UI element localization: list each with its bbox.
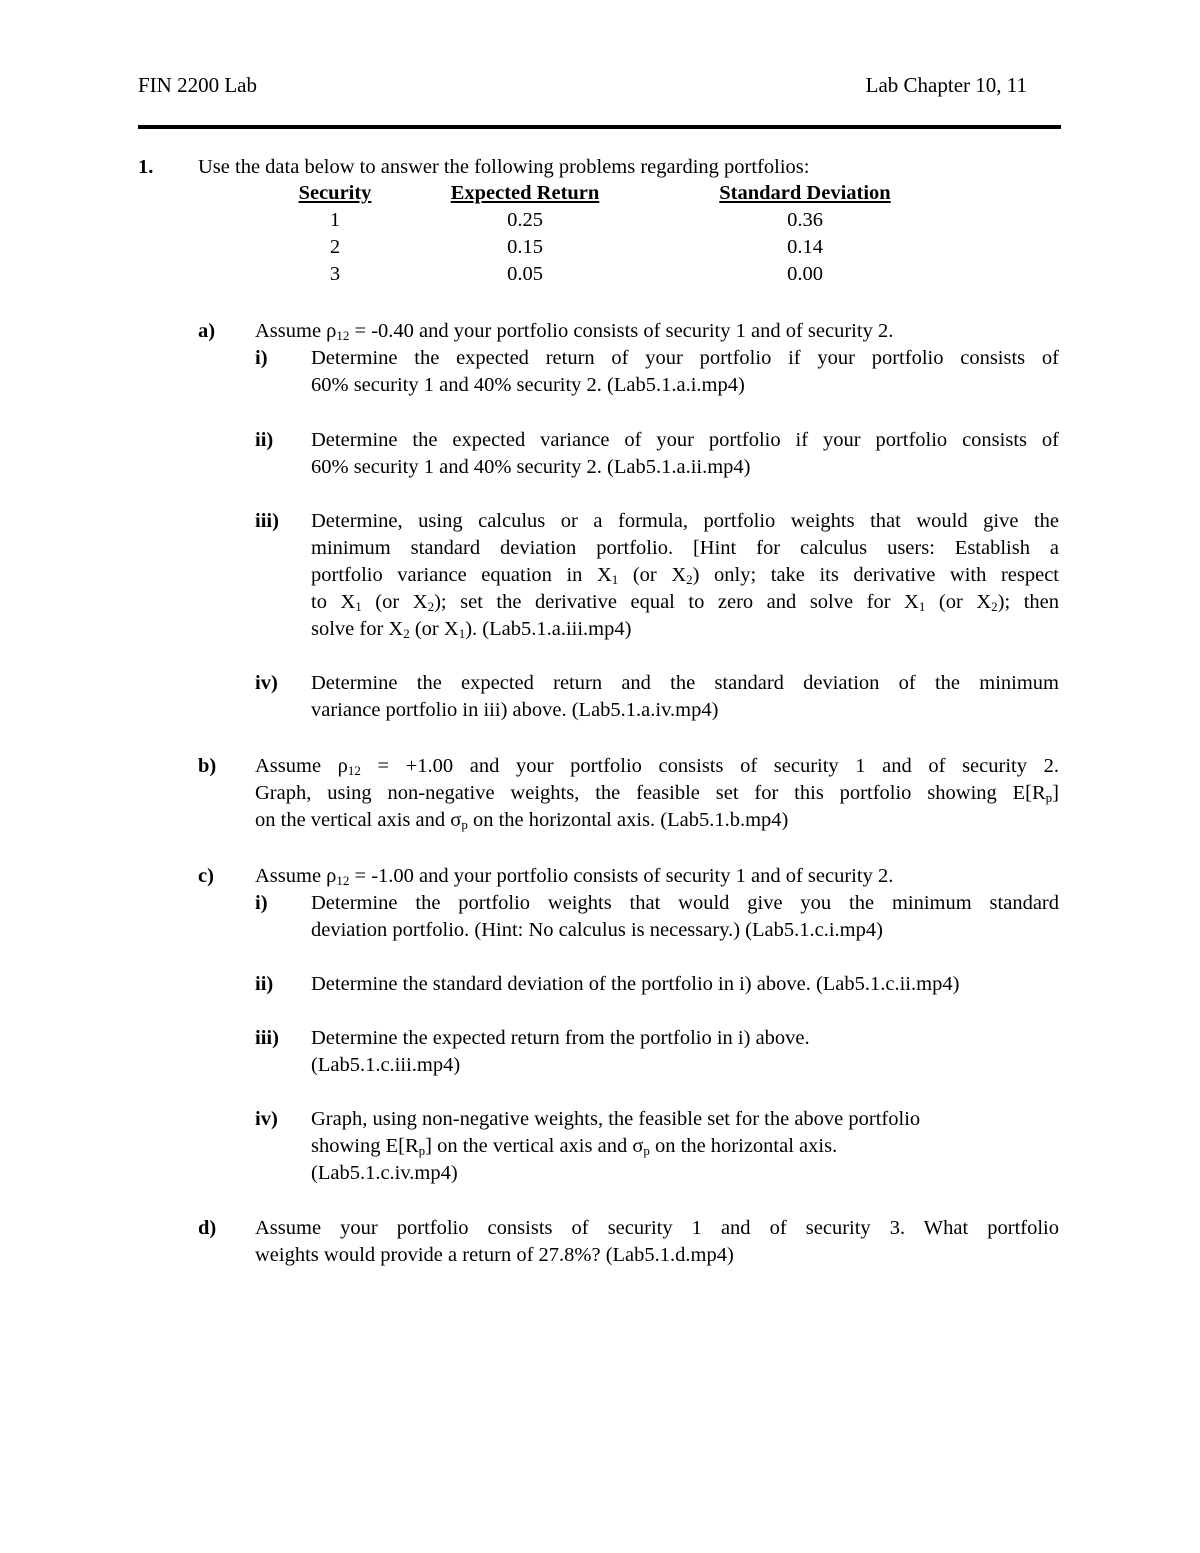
header-chapter: Lab Chapter 10, 11: [865, 73, 1027, 97]
part-c-iii-line2: (Lab5.1.c.iii.mp4): [311, 1054, 461, 1076]
part-a-i-label: i): [255, 347, 268, 369]
part-a-iv-line1: Determine the expected return and the standard deviation of the minimum: [311, 672, 1059, 694]
part-a-iv-line2: variance portfolio in iii) above. (Lab5.1.a.iv.mp4): [311, 699, 719, 721]
part-c-ii-label: ii): [255, 973, 274, 995]
part-a-label: a): [198, 320, 216, 342]
table-row: [265, 234, 965, 261]
table-cell: 0.25: [507, 209, 543, 231]
col-header-security: Security: [298, 182, 372, 204]
col-header-standard-deviation: Standard Deviation: [719, 182, 891, 204]
part-c-assumption: Assume $\rho_{12} = -1.00$ and your portfolio consists of security 1 and of security 2.: [255, 865, 894, 888]
part-c-iv-line3: (Lab5.1.c.iv.mp4): [311, 1162, 458, 1184]
problem-number: 1.: [138, 156, 154, 178]
part-d-line2: weights would provide a return of 27.8%? (Lab5.1.d.mp4): [255, 1244, 734, 1266]
header-rule: [138, 125, 1061, 129]
part-a-iii-line1: Determine, using calculus or a formula, portfolio weights that would give the: [311, 510, 1059, 532]
security-table: [265, 180, 965, 288]
part-a-i-line2: 60% security 1 and 40% security 2. (Lab5.1.a.i.mp4): [311, 374, 745, 396]
part-a-ii-line2: 60% security 1 and 40% security 2. (Lab5.1.a.ii.mp4): [311, 456, 751, 478]
part-d-label: d): [198, 1217, 217, 1239]
part-b-line1: Assume $\rho_{12} = +1.00$ and your portfolio consists of security 1 and of security 2.: [255, 755, 1059, 778]
part-a-i-line1: Determine the expected return of your portfolio if your portfolio consists of: [311, 347, 1059, 369]
part-d-line1: Assume your portfolio consists of security 1 and of security 3. What portfolio: [255, 1217, 1059, 1239]
part-c-ii-line1: Determine the standard deviation of the portfolio in i) above. (Lab5.1.c.ii.mp4): [311, 973, 960, 995]
part-c-i-line2: deviation portfolio. (Hint: No calculus is necessary.) (Lab5.1.c.i.mp4): [311, 919, 883, 941]
part-a-assumption: Assume $\rho_{12} = -0.40$ and your portfolio consists of security 1 and of security 2.: [255, 320, 894, 343]
part-c-iii-line1: Determine the expected return from the portfolio in i) above.: [311, 1027, 810, 1049]
part-c-iii-label: iii): [255, 1027, 279, 1049]
table-cell: 0.36: [787, 209, 823, 231]
table-cell: 0.00: [787, 263, 823, 285]
part-b-label: b): [198, 755, 217, 777]
table-row: [265, 207, 965, 234]
part-a-ii-line1: Determine the expected variance of your portfolio if your portfolio consists of: [311, 429, 1059, 451]
part-a-iii-line5: solve for $X_2$ (or $X_1$). (Lab5.1.a.iii.mp4): [311, 618, 632, 641]
table-cell: 0.14: [787, 236, 823, 258]
part-a-iii-label: iii): [255, 510, 279, 532]
part-a-iii-line3: portfolio variance equation in $X_1$ (or $X_2$) only; take its derivative with respect: [311, 564, 1059, 587]
table-cell: 0.05: [507, 263, 543, 285]
table-cell: 2: [329, 236, 341, 258]
part-b-line3: on the vertical axis and $\sigma_p$ on the horizontal axis. (Lab5.1.b.mp4): [255, 809, 789, 832]
table-cell: 1: [329, 209, 341, 231]
part-a-ii-label: ii): [255, 429, 274, 451]
table-header-row: [265, 180, 965, 207]
part-c-i-line1: Determine the portfolio weights that would give you the minimum standard: [311, 892, 1059, 914]
part-c-iv-line1: Graph, using non-negative weights, the feasible set for the above portfolio: [311, 1108, 921, 1130]
table-cell: 0.15: [507, 236, 543, 258]
part-a-iv-label: iv): [255, 672, 278, 694]
header-course: FIN 2200 Lab: [138, 73, 257, 97]
part-a-iii-line4: to $X_1$ (or $X_2$); set the derivative equal to zero and solve for $X_1$ (or $X_2$); then: [311, 591, 1059, 614]
part-c-iv-label: iv): [255, 1108, 278, 1130]
part-a-iii-line2: minimum standard deviation portfolio. [Hint for calculus users: Establish a: [311, 537, 1059, 559]
col-header-expected-return: Expected Return: [450, 182, 600, 204]
part-b-line2: Graph, using non-negative weights, the feasible set for this portfolio showing $E[R_p]$: [255, 782, 1059, 805]
table-cell: 3: [329, 263, 341, 285]
part-c-iv-line2: showing $E[R_p]$ on the vertical axis and $\sigma_p$ on the horizontal axis.: [311, 1135, 838, 1158]
part-c-i-label: i): [255, 892, 268, 914]
table-row: [265, 261, 965, 288]
problem-intro: Use the data below to answer the following problems regarding portfolios:: [198, 156, 810, 178]
part-c-label: c): [198, 865, 214, 887]
